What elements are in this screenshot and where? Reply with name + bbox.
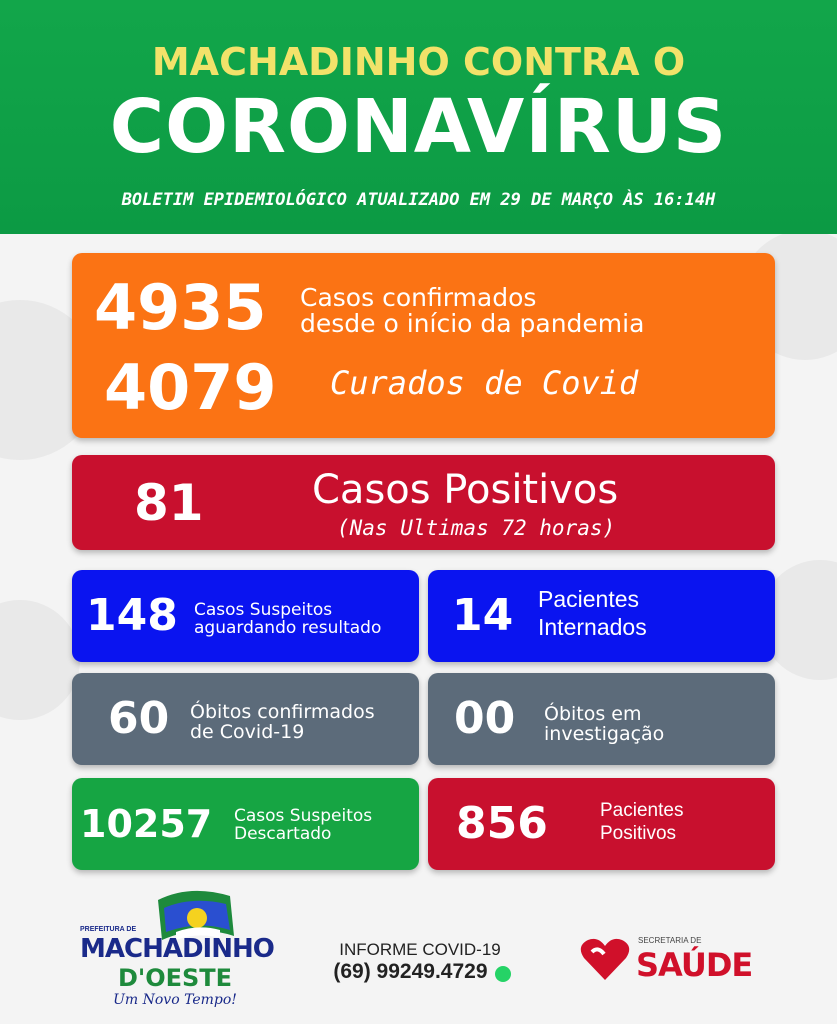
- header-subtitle: BOLETIM EPIDEMIOLÓGICO ATUALIZADO EM 29 DE MARÇO ÀS 16:14H: [121, 190, 716, 210]
- heart-icon: [578, 934, 632, 984]
- recovered-label: Curados de Covid: [330, 364, 639, 402]
- logo-name-line2: D'OESTE: [117, 964, 233, 992]
- discarded-card: [72, 778, 419, 870]
- hospitalized-label-line2: Internados: [538, 613, 647, 640]
- positive-72h-sublabel: (Nas Ultimas 72 horas): [337, 516, 616, 540]
- hospitalized-value: 14: [452, 590, 514, 641]
- info-label: INFORME COVID-19: [339, 940, 501, 959]
- info-phone: (69) 99249.4729: [333, 960, 488, 983]
- discarded-value: 10257: [80, 802, 213, 846]
- positive-72h-card: [72, 455, 775, 550]
- suspected-label-line1: Casos Suspeitos: [194, 600, 333, 620]
- confirmed-recovered-card: [72, 253, 775, 438]
- logo-slogan: Um Novo Tempo!: [113, 992, 237, 1008]
- health-top-text: SECRETARIA DE: [638, 936, 702, 945]
- positive-patients-label-line1: Pacientes: [600, 800, 684, 821]
- confirmed-label-line1: Casos confirmados: [300, 283, 537, 312]
- whatsapp-icon: [495, 966, 511, 982]
- confirmed-label: [300, 285, 644, 338]
- hospitalized-label-line1: Pacientes: [538, 586, 640, 612]
- header-banner: [0, 0, 837, 234]
- discarded-label: [234, 808, 372, 844]
- header-title-line1: MACHADINHO CONTRA O: [151, 40, 686, 84]
- deaths-label-line2: de Covid-19: [190, 720, 305, 743]
- discarded-label-line1: Casos Suspeitos: [234, 806, 373, 826]
- positive-patients-label-line2: Positivos: [600, 822, 677, 844]
- confirmed-label-line2: desde o início da pandemia: [300, 309, 645, 339]
- header-title-line2: CORONAVÍRUS: [109, 84, 728, 170]
- deaths-investigation-label-line2: investigação: [544, 722, 665, 745]
- confirmed-value: 4935: [94, 271, 267, 344]
- hospitalized-card: [428, 570, 775, 662]
- positive-72h-label: Casos Positivos: [312, 467, 619, 513]
- positive-patients-label: [600, 800, 683, 846]
- deaths-investigation-label-line1: Óbitos em: [544, 703, 642, 725]
- positive-patients-card: [428, 778, 775, 870]
- deaths-investigation-card: [428, 673, 775, 765]
- suspected-value: 148: [86, 590, 178, 641]
- logo-top-text: PREFEITURA DE: [80, 926, 137, 933]
- deaths-investigation-value: 00: [454, 693, 516, 744]
- suspected-label: [194, 602, 381, 638]
- deaths-value: 60: [108, 693, 170, 744]
- logo-name-line1: MACHADINHO: [80, 934, 274, 964]
- health-secretariat-logo: [578, 930, 778, 990]
- deaths-label-line1: Óbitos confirmados: [190, 701, 375, 723]
- municipal-logo: [80, 880, 274, 1010]
- positive-72h-value: 81: [134, 474, 204, 532]
- recovered-value: 4079: [104, 351, 277, 424]
- suspected-card: [72, 570, 419, 662]
- background-virus-decoration: [0, 600, 80, 720]
- discarded-label-line2: Descartado: [234, 823, 332, 844]
- deaths-label: [190, 703, 375, 743]
- health-name: SAÚDE: [636, 946, 753, 984]
- positive-patients-value: 856: [456, 798, 548, 849]
- hospitalized-label: [538, 586, 647, 641]
- suspected-label-line2: aguardando resultado: [194, 617, 382, 638]
- deaths-card: [72, 673, 419, 765]
- deaths-investigation-label: [544, 705, 664, 745]
- info-phone-row: [312, 960, 532, 984]
